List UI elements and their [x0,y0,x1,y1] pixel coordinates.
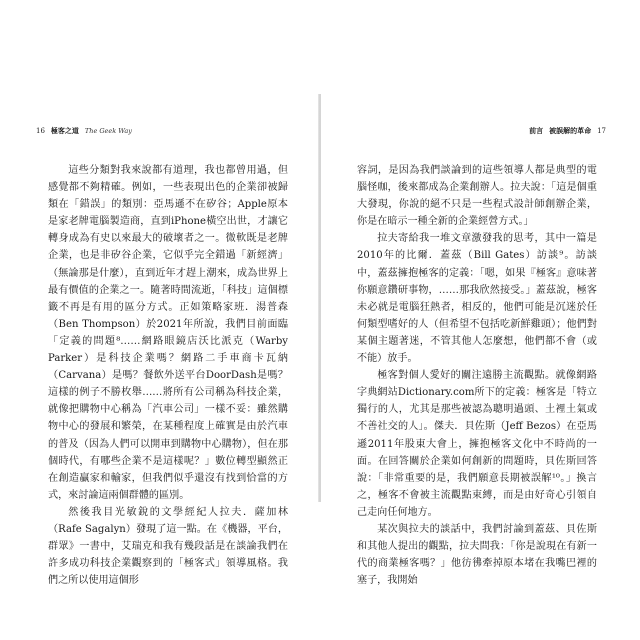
right-body-text [357,162,597,589]
paragraph: 容詞，是因為我們談論到的這些領導人都是典型的電腦怪咖，後來都成為企業創辦人。拉夫說：「這是個重大發現，你說的絕不只是一些程式設計師創辦企業，你是在暗示一種全新的企業經營方式。」 [357,165,597,228]
right-page [321,94,640,587]
left-page [0,94,319,587]
running-chapter-title: 被誤解的革命 [549,126,592,135]
running-book-title: 極客之道 [50,126,79,135]
running-chapter-label: 前言 [529,126,544,135]
paragraph: 極客對個人愛好的關注遠勝主流觀點。就像網路字典網站Dictionary.com所下的定義：極客是「特立獨行的人，尤其是那些被認為聰明過頭、土裡土氣或不善社交的人」。傑夫．貝佐斯（Jeff Bezos）在亞馬遜2011年股東大會上，擁抱極客文化中不時尚的一面。在回答關於企業如何創新的問題時，貝佐斯回答說：「非常重要的是，我們願意長期被誤解¹⁰。」換言之，極客不會被主流觀點束縛，而是由好奇心引領自己走向任何地方。 [357,370,597,518]
paragraph: 然後我目光敏銳的文學經紀人拉夫．薩加林（Rafe Sagalyn）發現了這一點。在《機器，平台，群眾》一書中，艾瑞克和我有幾段話是在談論我們在許多成功科技企業觀察到的「極客式」領導風格。我們之所以使用這個形 [48,506,288,587]
paragraph: 這些分類對我來說都有道理，我也都曾用過，但感覺都不夠精確。例如，一些表現出色的企業卻被歸類在「錯誤」的類別：亞馬遜不在矽谷；Apple原本是家老牌電腦製造商，直到iPhone橫空出世，才讓它轉身成為有史以來最大的破壞者之一。微軟既是老牌企業，也是非矽谷企業，它似乎完全錯過「新經濟」（無論那是什麼），直到近年才趕上潮來，成為世界上最有價值的企業之一。隨著時間流逝，「科技」這個標籤不再是有用的區分方式。正如策略家班．湯普森（Ben Thompson）於2021年所說，我們目前面臨「定義的問題⁸……網路眼鏡店沃比派克（Warby Parker）是科技企業嗎？網路二手車商卡瓦納（Carvana）是嗎？餐飲外送平台DoorDash是嗎？這樣的例子不勝枚舉……將所有公司稱為科技企業，就像把購物中心稱為「汽車公司」一樣不妥：雖然購物中心的發展和繁榮，在某種程度上確實是由於汽車的普及（因為人們可以開車到購物中心購物），但在那個時代，有哪些企業不是這樣呢？」數位轉型顯然正在創造贏家和輸家，但我們似乎還沒有找到恰當的方式，來討論這兩個群體的區別。 [48,165,288,501]
left-body-text [48,162,288,589]
left-running-header [36,126,132,136]
paragraph: 拉夫寄給我一堆文章激發我的思考，其中一篇是2010年的比爾．蓋茲（Bill Gates）訪談⁹。訪談中，蓋茲擁抱極客的定義：「嗯，如果『極客』意味著你願意鑽研事物，……那我欣然接受。」蓋茲說，極客未必就是電腦狂熱者，相反的，他們可能是沉迷於任何類型嗜好的人（但希望不包括吃新鮮雞頭）；他們對某個主題著迷，不管其他人怎麼想，他們都不會（或不能）放手。 [357,233,597,365]
paragraph: 某次與拉夫的談話中，我們討論到蓋茲、貝佐斯和其他人提出的觀點，拉夫問我：「你是說現在有新一代的商業極客嗎？」他彷彿牽掉原本堵在我嘴巴裡的塞子，我開始 [357,523,597,587]
right-page-number: 17 [597,127,606,135]
left-page-number: 16 [36,127,45,135]
right-running-header [529,126,606,136]
running-book-subtitle: The Geek Way [84,127,132,135]
